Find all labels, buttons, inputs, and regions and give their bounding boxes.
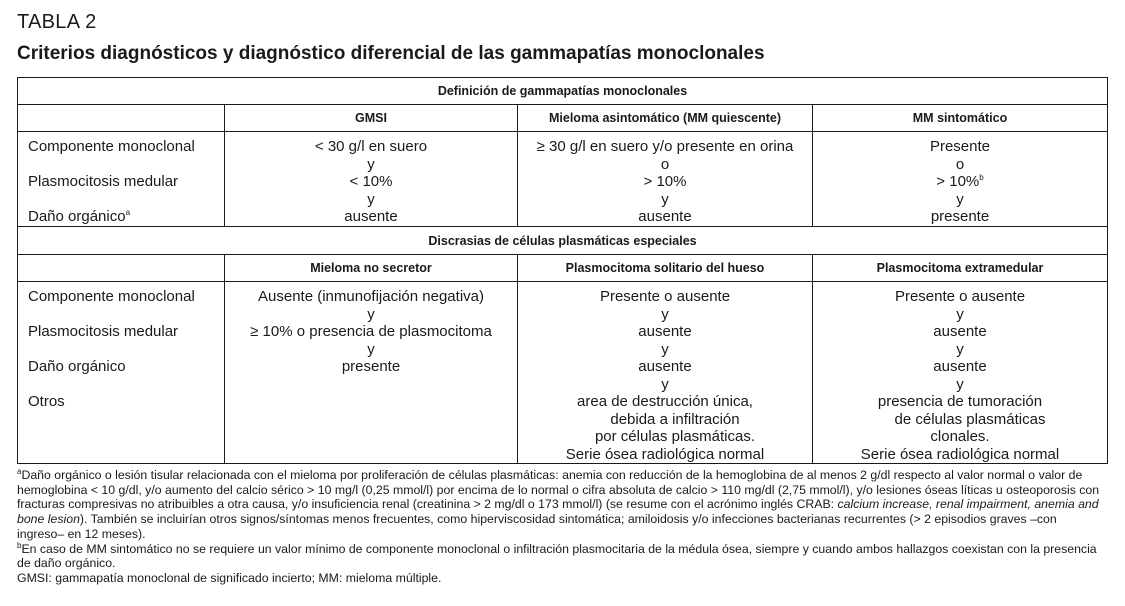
cell-line: > 10%$^b$ [936,173,984,190]
footnote-b-mark: b [17,540,22,550]
cell-line: presente [341,358,401,375]
cell-line: y [661,305,669,323]
table-label: TABLA 2 [17,11,97,33]
section2-corner-cell [18,255,225,282]
cell-line: ausente [638,323,692,340]
row-label-otros: Otros [28,393,65,410]
mm-sintomatico-criteria-cell [813,132,1108,227]
cell-line: Presente o ausente [599,288,731,305]
row-label-dano-organico: Daño orgánico$^a$ [28,208,131,225]
row-label-componente-monoclonal: Componente monoclonal [28,138,195,155]
row-label-plasmocitosis-medular: Plasmocitosis medular [28,323,179,340]
column-header-mm-sintomatico: MM sintomático [813,105,1108,132]
cell-line: presencia de tumoración [877,393,1043,410]
cell-line: < 30 g/l en suero [314,138,428,155]
criteria-table [17,77,1108,464]
cell-line: y [367,155,375,173]
cell-line: o [660,155,670,173]
footnote-a-reference: a [125,208,131,217]
cell-line: y [956,340,964,358]
footnotes [17,468,1107,586]
footnote-a-text: Daño orgánico o lesión tisular relacionada con el mieloma por proliferación de células plasmáticas: anemia con reducción de la hemoglobina de al menos 2 g/dl respecto al valor normal o valor de hemoglobina < 10 g/dl, y/o aumento del calcio sérico > 10 mg/l (0,25 mmol/l) por encima de lo normal o cifra absoluta de calcio > 110 mg/dl (2,75 mmol/l), y/o lesiones óseas líticas u osteoporosis con fracturas compresivas no atribuibles a otra causa, y/o insuficiencia renal (creatinina > 2 mg/dl o 173 mmol/l) (se resume con el acrónimo inglés CRAB: [17,468,1100,512]
cell-line: presente [930,208,990,225]
row-label-spacer [28,306,224,324]
cell-line: ausente [933,323,987,340]
column-header-mieloma-no-secretor: Mieloma no secretor [225,255,518,282]
cell-line: ausente [638,358,692,375]
section1-header: Definición de gammapatías monoclonales [18,78,1108,105]
cell-line: y [956,375,964,393]
mieloma-no-secretor-cell [225,282,518,464]
cell-line: y [367,340,375,358]
cell-line: clonales. [930,428,990,445]
column-header-plasmocitoma-extramedular: Plasmocitoma extramedular [813,255,1108,282]
row-label-spacer [28,191,224,209]
cell-line: Presente [929,138,991,155]
row-label-plasmocitosis-medular: Plasmocitosis medular [28,173,179,190]
table-title: Criterios diagnósticos y diagnóstico diferencial de las gammapatías monoclonales [17,43,765,64]
cell-line: ausente [638,208,692,225]
row-label-dano-organico: Daño orgánico [28,358,126,375]
plasmocitoma-solitario-cell [518,282,813,464]
cell-line: o [955,155,965,173]
cell-line: y [367,305,375,323]
cell-line: y [956,305,964,323]
cell-line: de células plasmáticas [894,410,1046,428]
row-label-spacer [28,156,224,174]
section1-row-labels [18,132,225,227]
column-header-plasmocitoma-solitario: Plasmocitoma solitario del hueso [518,255,813,282]
section1-corner-cell [18,105,225,132]
footnote-a-mark: a [17,466,22,476]
cell-line: Serie ósea radiológica normal [565,445,765,463]
cell-line: Serie ósea radiológica normal [860,445,1060,463]
column-header-mm-quiescente: Mieloma asintomático (MM quiescente) [518,105,813,132]
row-label-componente-monoclonal: Componente monoclonal [28,288,195,305]
cell-line: y [367,190,375,208]
mm-quiescente-criteria-cell [518,132,813,227]
cell-line: ≥ 30 g/l en suero y/o presente en orina [536,138,794,155]
gmsi-criteria-cell [225,132,518,227]
footnote-a-italic-text: calcium increase, renal impairment, anemia and bone lesion [17,497,1099,527]
cell-line: < 10% [349,173,393,190]
cell-line: por células plasmáticas. [594,428,756,445]
section2-header: Discrasias de células plasmáticas especiales [18,227,1108,255]
cell-line: ausente [933,358,987,375]
footnote-b [17,542,1107,571]
footnote-a-text-end: ). También se incluirían otros signos/síntomas menos frecuentes, como hiperviscosidad sintomática; amiloidosis y/o infecciones bacterianas recurrentes (> 2 episodios graves –con ingreso– en 12 meses). [17,512,1057,541]
cell-line: > 10% [643,173,687,190]
abbreviations-note: GMSI: gammapatía monoclonal de significado incierto; MM: mieloma múltiple. [17,570,442,585]
cell-line: debida a infiltración [610,410,740,428]
cell-line: y [956,190,964,208]
column-header-gmsi: GMSI [225,105,518,132]
cell-line: ≥ 10% o presencia de plasmocitoma [250,323,492,340]
footnote-a [17,468,1107,542]
cell-line: y [661,375,669,393]
cell-line: y [661,190,669,208]
cell-line: Ausente (inmunofijación negativa) [258,288,484,305]
cell-line: area de destrucción única, [577,393,753,410]
footnote-b-text: En caso de MM sintomático no se requiere un valor mínimo de componente monoclonal o infiltración plasmocitaria de la médula ósea, siempre y cuando ambos hallazgos coexistan con la presencia de daño orgánico. [17,541,1097,571]
cell-line: ausente [344,208,398,225]
cell-line: Presente o ausente [894,288,1026,305]
row-label-spacer [28,376,224,394]
section2-row-labels [18,282,225,464]
footnote-b-reference: b [979,173,984,182]
row-label-spacer [28,341,224,359]
plasmocitoma-extramedular-cell [813,282,1108,464]
cell-line: y [661,340,669,358]
